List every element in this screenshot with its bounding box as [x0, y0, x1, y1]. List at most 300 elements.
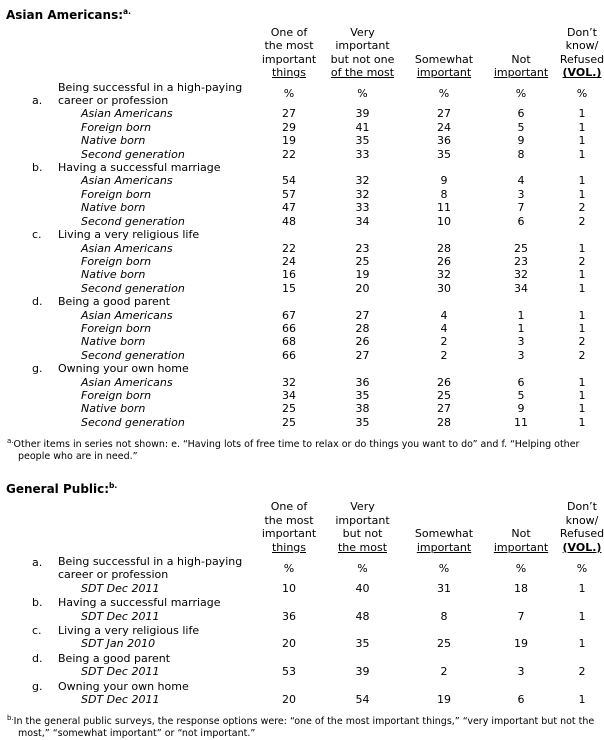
- column-header-line: important: [416, 540, 472, 554]
- row-label: SDT Jan 2010: [81, 637, 156, 651]
- value-cell: 5: [517, 120, 525, 134]
- general-public-table-header: [6, 500, 604, 555]
- item-label: Being successful in a high-paying career or profession: [58, 554, 243, 582]
- value-cell: 28: [437, 241, 451, 255]
- empty-cell: [6, 215, 58, 228]
- percent-cell: [554, 295, 604, 308]
- column-header-line: the most: [337, 540, 388, 554]
- item-row: [6, 362, 604, 375]
- percent-cell: [400, 595, 488, 609]
- value-cell: 40: [355, 581, 370, 595]
- footnote-a: [7, 436, 604, 462]
- column-header-line: know/: [565, 39, 599, 53]
- data-row: [6, 416, 604, 429]
- value-cell: 1: [578, 134, 586, 148]
- value-cell: 1: [578, 581, 586, 595]
- value-cell: 1: [578, 609, 586, 623]
- column-header-line: (VOL.): [562, 66, 602, 80]
- value-cell: 26: [437, 375, 451, 389]
- footnote-b: [7, 713, 604, 739]
- value-cell: 3: [517, 348, 525, 362]
- value-cell: 25: [282, 415, 296, 429]
- value-cell: 2: [440, 335, 448, 349]
- value-cell: 35: [355, 134, 370, 148]
- value-cell: 26: [437, 254, 451, 268]
- value-cell: 1: [578, 375, 586, 389]
- percent-cell: [488, 228, 554, 241]
- column-header-line: Very: [350, 500, 375, 514]
- value-cell: 53: [282, 665, 296, 679]
- row-label: Second generation: [81, 214, 185, 228]
- percent-cell: [253, 161, 325, 174]
- column-header-line: Not: [511, 527, 531, 541]
- row-label: Foreign born: [81, 187, 152, 201]
- value-cell: 36: [282, 609, 296, 623]
- percent-cell: %: [283, 561, 295, 575]
- value-cell: 1: [578, 281, 586, 295]
- row-label: Second generation: [81, 281, 185, 295]
- empty-cell: [6, 389, 58, 402]
- value-cell: 35: [437, 147, 451, 161]
- value-cell: 33: [355, 201, 370, 215]
- value-cell: 5: [517, 388, 525, 402]
- data-row: [6, 174, 604, 187]
- value-cell: 2: [440, 665, 448, 679]
- row-label: SDT Dec 2011: [81, 693, 160, 707]
- value-cell: 8: [517, 147, 525, 161]
- value-cell: 28: [437, 415, 451, 429]
- value-cell: 2: [578, 214, 586, 228]
- data-row: [6, 665, 604, 678]
- value-cell: 3: [517, 187, 525, 201]
- value-cell: 7: [517, 201, 525, 215]
- percent-cell: [400, 651, 488, 665]
- column-header-line: important: [493, 540, 549, 554]
- row-label: Foreign born: [81, 321, 152, 335]
- column-header-line: Somewhat: [414, 52, 474, 66]
- column-header-line: important: [335, 513, 390, 527]
- value-cell: 35: [355, 637, 370, 651]
- data-row: [6, 268, 604, 281]
- value-cell: 54: [282, 174, 296, 188]
- value-cell: 22: [282, 241, 296, 255]
- row-label: Asian Americans: [81, 308, 173, 322]
- value-cell: 34: [282, 388, 296, 402]
- value-cell: 66: [282, 321, 296, 335]
- value-cell: 1: [578, 402, 586, 416]
- row-label: Native born: [81, 335, 146, 349]
- column-header-line: Somewhat: [414, 527, 474, 541]
- value-cell: 31: [437, 581, 451, 595]
- percent-cell: [325, 595, 400, 609]
- data-row: [6, 376, 604, 389]
- percent-cell: [325, 161, 400, 174]
- row-label: Asian Americans: [81, 174, 173, 188]
- value-cell: 1: [578, 388, 586, 402]
- value-cell: 39: [355, 665, 370, 679]
- item-label: Being successful in a high-paying career or profession: [58, 80, 243, 108]
- percent-cell: %: [576, 561, 588, 575]
- value-cell: 20: [355, 281, 370, 295]
- column-header-line: important: [335, 39, 390, 53]
- empty-cell: [6, 107, 58, 120]
- percent-cell: %: [576, 87, 588, 101]
- item-row: [6, 295, 604, 308]
- percent-cell: [253, 362, 325, 375]
- row-label: SDT Dec 2011: [81, 581, 160, 595]
- percent-cell: [554, 228, 604, 241]
- empty-cell: [6, 282, 58, 295]
- value-cell: 48: [355, 609, 370, 623]
- value-cell: 1: [578, 107, 586, 121]
- item-letter: g.: [32, 362, 43, 376]
- percent-cell: [488, 295, 554, 308]
- column-header: [488, 26, 554, 81]
- column-header-line: Refused: [559, 527, 604, 541]
- section-title-text: Asian Americans:: [6, 8, 124, 22]
- value-cell: 35: [355, 415, 370, 429]
- percent-cell: [253, 228, 325, 241]
- column-header-line: important: [261, 527, 317, 541]
- column-header: [400, 500, 488, 555]
- percent-cell: [554, 362, 604, 375]
- percent-cell: [554, 651, 604, 665]
- empty-cell: [6, 637, 58, 650]
- percent-cell: [325, 228, 400, 241]
- value-cell: 26: [355, 335, 370, 349]
- value-cell: 20: [282, 693, 296, 707]
- percent-cell: [554, 595, 604, 609]
- data-row: [6, 402, 604, 415]
- column-header-spacer: [6, 500, 253, 555]
- section-title-general-public: [6, 479, 604, 496]
- empty-cell: [6, 121, 58, 134]
- row-label: Native born: [81, 134, 146, 148]
- value-cell: 9: [517, 134, 525, 148]
- column-header-line: of the most: [330, 66, 395, 80]
- percent-cell: [554, 623, 604, 637]
- value-cell: 18: [514, 581, 528, 595]
- value-cell: 54: [355, 693, 370, 707]
- empty-cell: [6, 188, 58, 201]
- data-row: [6, 610, 604, 623]
- row-label: Asian Americans: [81, 241, 173, 255]
- column-header-line: Very: [350, 26, 375, 39]
- data-row: [6, 121, 604, 134]
- value-cell: 2: [578, 665, 586, 679]
- value-cell: 41: [355, 120, 370, 134]
- item-row: [6, 228, 604, 241]
- percent-cell: [325, 623, 400, 637]
- footnote-ref-b: b.: [109, 481, 118, 491]
- value-cell: 27: [437, 107, 451, 121]
- data-row: [6, 582, 604, 595]
- value-cell: 8: [440, 187, 448, 201]
- value-cell: 7: [517, 609, 525, 623]
- item-row: [6, 623, 604, 637]
- value-cell: 4: [517, 174, 525, 188]
- column-header-line: Refused: [559, 52, 604, 66]
- item-row: [6, 651, 604, 665]
- row-label: SDT Dec 2011: [81, 609, 160, 623]
- empty-cell: [6, 610, 58, 623]
- item-letter: a.: [32, 555, 43, 569]
- percent-cell: [400, 623, 488, 637]
- value-cell: 19: [514, 637, 528, 651]
- value-cell: 1: [578, 268, 586, 282]
- value-cell: 11: [514, 415, 528, 429]
- item-label: Living a very religious life: [58, 624, 200, 637]
- value-cell: 19: [437, 693, 451, 707]
- percent-cell: [488, 362, 554, 375]
- column-header: [325, 500, 400, 555]
- value-cell: 8: [440, 609, 448, 623]
- item-row: [6, 595, 604, 609]
- value-cell: 25: [355, 254, 370, 268]
- percent-cell: [400, 161, 488, 174]
- empty-cell: [6, 174, 58, 187]
- value-cell: 1: [578, 147, 586, 161]
- percent-cell: %: [515, 87, 527, 101]
- percent-cell: [253, 651, 325, 665]
- data-row: [6, 201, 604, 214]
- percent-cell: %: [438, 87, 450, 101]
- value-cell: 66: [282, 348, 296, 362]
- column-header-line: One of: [270, 500, 308, 514]
- data-row: [6, 322, 604, 335]
- data-row: [6, 242, 604, 255]
- column-header: [325, 26, 400, 81]
- percent-cell: [253, 595, 325, 609]
- item-row: [6, 555, 604, 582]
- percent-cell: [325, 362, 400, 375]
- value-cell: 20: [282, 637, 296, 651]
- value-cell: 47: [282, 201, 296, 215]
- column-header-line: the most: [264, 39, 314, 53]
- percent-cell: [488, 595, 554, 609]
- value-cell: 6: [517, 375, 525, 389]
- data-row: [6, 282, 604, 295]
- data-row: [6, 255, 604, 268]
- empty-cell: [6, 693, 58, 706]
- asian-americans-table-header: [6, 26, 604, 81]
- item-letter: a.: [32, 94, 43, 108]
- empty-cell: [6, 255, 58, 268]
- value-cell: 23: [514, 254, 528, 268]
- value-cell: 33: [355, 147, 370, 161]
- value-cell: 29: [282, 120, 296, 134]
- value-cell: 27: [282, 107, 296, 121]
- row-label: Second generation: [81, 147, 185, 161]
- column-header-line: know/: [565, 513, 599, 527]
- column-header: [488, 500, 554, 555]
- value-cell: 25: [282, 402, 296, 416]
- value-cell: 2: [578, 335, 586, 349]
- value-cell: 1: [578, 120, 586, 134]
- percent-cell: [400, 295, 488, 308]
- column-header-line: important: [261, 52, 317, 66]
- value-cell: 1: [578, 187, 586, 201]
- empty-cell: [6, 335, 58, 348]
- row-label: Foreign born: [81, 254, 152, 268]
- value-cell: 4: [440, 308, 448, 322]
- value-cell: 68: [282, 335, 296, 349]
- value-cell: 24: [282, 254, 296, 268]
- value-cell: 10: [282, 581, 296, 595]
- empty-cell: [6, 148, 58, 161]
- value-cell: 67: [282, 308, 296, 322]
- percent-cell: [400, 228, 488, 241]
- item-label: Having a successful marriage: [58, 161, 221, 175]
- empty-cell: [6, 582, 58, 595]
- column-header-line: important: [493, 66, 549, 80]
- percent-cell: [325, 295, 400, 308]
- column-header-line: important: [416, 66, 472, 80]
- value-cell: 2: [440, 348, 448, 362]
- item-letter: c.: [32, 228, 42, 242]
- column-header: [253, 500, 325, 555]
- value-cell: 34: [355, 214, 370, 228]
- item-row: [6, 81, 604, 108]
- percent-cell: %: [357, 561, 368, 575]
- item-label: Having a successful marriage: [58, 596, 221, 610]
- data-row: [6, 107, 604, 120]
- data-row: [6, 148, 604, 161]
- column-header-line: One of: [270, 26, 308, 39]
- column-header: [253, 26, 325, 81]
- data-row: [6, 349, 604, 362]
- value-cell: 22: [282, 147, 296, 161]
- column-header-line: Don’t: [567, 26, 597, 39]
- column-header-line: things: [271, 540, 307, 554]
- asian-americans-table-body: [6, 81, 604, 430]
- value-cell: 25: [514, 241, 528, 255]
- row-label: Second generation: [81, 415, 185, 429]
- row-label: Foreign born: [81, 388, 152, 402]
- item-letter: b.: [32, 161, 43, 175]
- value-cell: 39: [355, 107, 370, 121]
- column-header-line: (VOL.): [562, 540, 602, 554]
- empty-cell: [6, 322, 58, 335]
- empty-cell: [6, 402, 58, 415]
- empty-cell: [6, 309, 58, 322]
- value-cell: 2: [578, 348, 586, 362]
- column-header: [554, 500, 604, 555]
- asian-americans-table: [6, 26, 604, 429]
- percent-cell: [253, 679, 325, 693]
- item-label: Owning your own home: [58, 362, 189, 376]
- column-header: [400, 26, 488, 81]
- row-label: Native born: [81, 402, 146, 416]
- value-cell: 16: [282, 268, 296, 282]
- data-row: [6, 389, 604, 402]
- column-header-line: Don’t: [567, 500, 597, 514]
- column-header-row: [6, 26, 604, 81]
- percent-cell: [400, 362, 488, 375]
- value-cell: 2: [578, 201, 586, 215]
- value-cell: 1: [578, 308, 586, 322]
- value-cell: 36: [437, 134, 451, 148]
- value-cell: 6: [517, 693, 525, 707]
- value-cell: 25: [437, 637, 451, 651]
- value-cell: 1: [578, 415, 586, 429]
- row-label: Foreign born: [81, 120, 152, 134]
- row-label: Second generation: [81, 348, 185, 362]
- empty-cell: [6, 201, 58, 214]
- percent-cell: [488, 161, 554, 174]
- empty-cell: [6, 416, 58, 429]
- value-cell: 1: [578, 321, 586, 335]
- item-row: [6, 679, 604, 693]
- value-cell: 1: [517, 308, 525, 322]
- column-header: [554, 26, 604, 81]
- value-cell: 6: [517, 107, 525, 121]
- value-cell: 10: [437, 214, 451, 228]
- percent-cell: [253, 623, 325, 637]
- percent-cell: [400, 679, 488, 693]
- item-label: Being a good parent: [58, 295, 171, 309]
- value-cell: 28: [355, 321, 370, 335]
- value-cell: 2: [578, 254, 586, 268]
- data-row: [6, 215, 604, 228]
- data-row: [6, 134, 604, 147]
- item-letter: b.: [32, 596, 43, 610]
- footnote-b-marker: b.: [7, 714, 14, 723]
- value-cell: 1: [578, 174, 586, 188]
- value-cell: 27: [437, 402, 451, 416]
- percent-cell: [253, 295, 325, 308]
- empty-cell: [6, 376, 58, 389]
- value-cell: 11: [437, 201, 451, 215]
- percent-cell: [325, 679, 400, 693]
- column-header-line: but not one: [330, 52, 395, 66]
- value-cell: 27: [355, 348, 370, 362]
- percent-cell: [488, 623, 554, 637]
- value-cell: 19: [355, 268, 370, 282]
- value-cell: 34: [514, 281, 528, 295]
- value-cell: 35: [355, 388, 370, 402]
- item-letter: c.: [32, 624, 42, 637]
- value-cell: 9: [440, 174, 448, 188]
- section-title-text: General Public:: [6, 482, 110, 497]
- value-cell: 1: [517, 321, 525, 335]
- column-header-spacer: [6, 26, 253, 81]
- row-label: Native born: [81, 268, 146, 282]
- item-label: Being a good parent: [58, 651, 171, 665]
- empty-cell: [6, 268, 58, 281]
- data-row: [6, 335, 604, 348]
- value-cell: 32: [514, 268, 528, 282]
- item-letter: d.: [32, 295, 43, 309]
- value-cell: 57: [282, 187, 296, 201]
- percent-cell: [554, 679, 604, 693]
- footnote-a-marker: a.: [7, 437, 14, 446]
- value-cell: 48: [282, 214, 296, 228]
- empty-cell: [6, 349, 58, 362]
- empty-cell: [6, 134, 58, 147]
- percent-cell: %: [283, 87, 295, 101]
- value-cell: 32: [355, 174, 370, 188]
- value-cell: 32: [282, 375, 296, 389]
- empty-cell: [6, 665, 58, 678]
- value-cell: 4: [440, 321, 448, 335]
- value-cell: 30: [437, 281, 451, 295]
- column-header-line: the most: [264, 513, 314, 527]
- value-cell: 3: [517, 665, 525, 679]
- value-cell: 38: [355, 402, 370, 416]
- general-public-table: [6, 500, 604, 706]
- data-row: [6, 693, 604, 706]
